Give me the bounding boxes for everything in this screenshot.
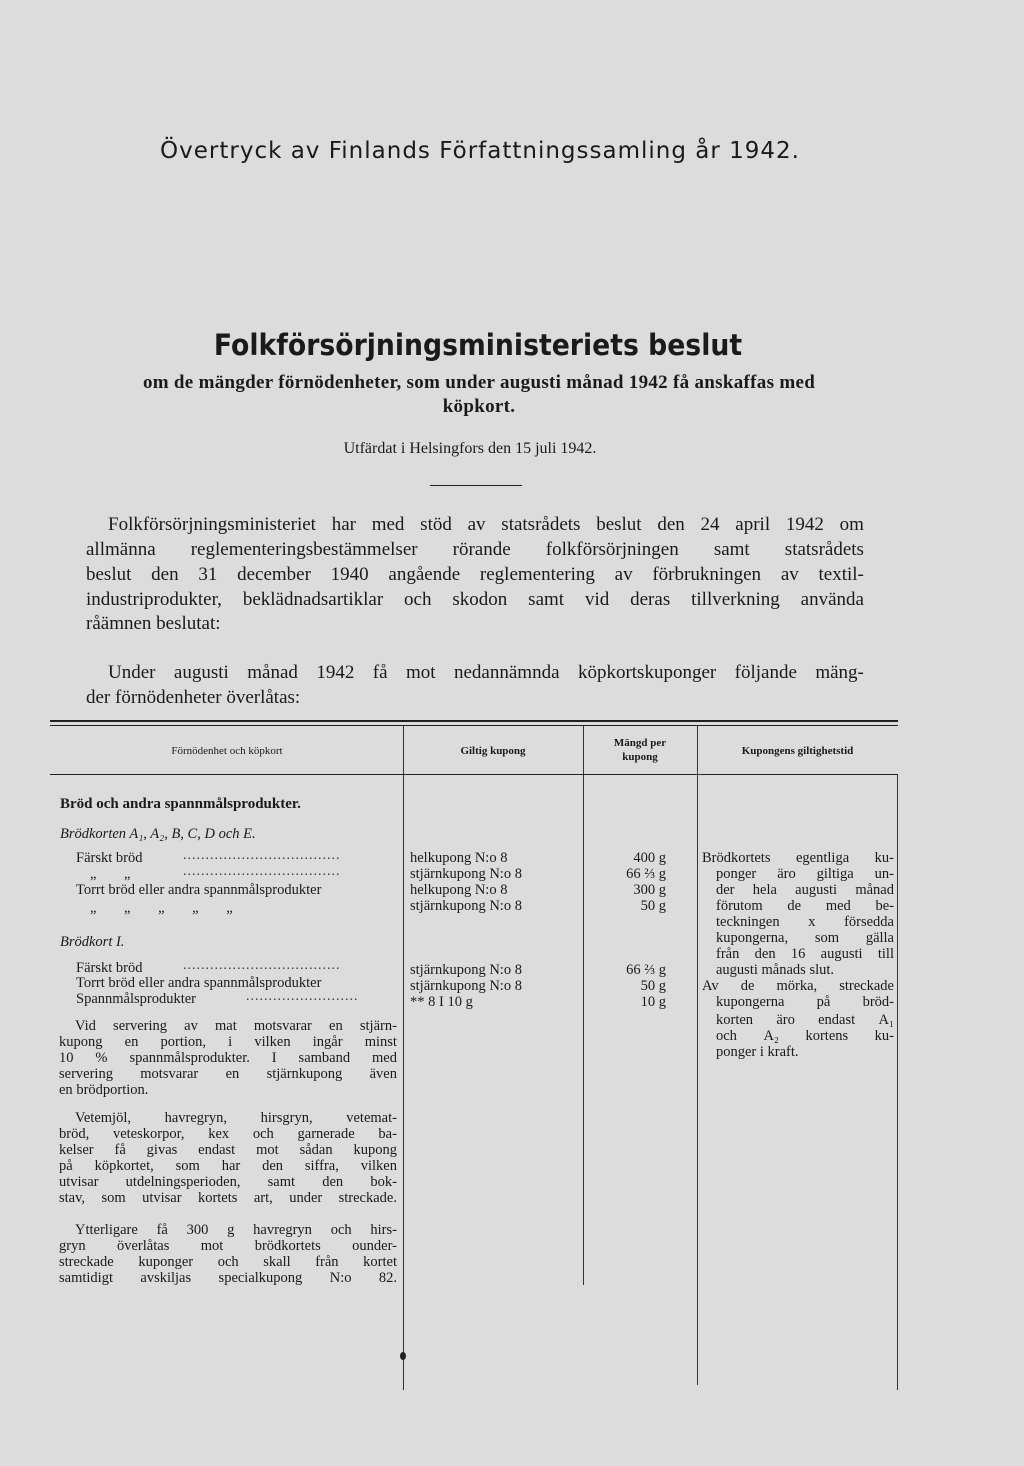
word: förutom — [716, 898, 763, 914]
word: den — [657, 514, 685, 535]
word: avskiljas — [140, 1270, 192, 1286]
word: hela — [752, 882, 777, 898]
word: den — [262, 1158, 284, 1174]
word: 1940 — [330, 564, 369, 585]
issued-date: Utfärdat i Helsingfors den 15 juli 1942. — [343, 440, 597, 457]
leader-dots: ......................... — [246, 989, 359, 1004]
note-line — [59, 1158, 397, 1174]
item-label: Torrt bröd eller andra spannmålsprodukter — [76, 882, 322, 898]
word: ingår — [312, 1034, 343, 1050]
word: A₁ — [878, 1012, 894, 1028]
word: motsvarar — [140, 1066, 199, 1082]
validity-line — [716, 962, 894, 978]
word: ba- — [378, 1126, 397, 1142]
word: vid — [584, 589, 610, 610]
word: den — [754, 946, 776, 962]
validity-line — [716, 866, 894, 882]
word: motsvarar — [253, 1018, 312, 1034]
word: textil- — [818, 564, 864, 585]
word: stöd — [420, 514, 452, 535]
validity-line — [716, 946, 894, 962]
word: beslutat: — [156, 613, 221, 634]
validity-line — [716, 994, 894, 1010]
word: Brödkortets — [702, 850, 771, 866]
word: augusti — [173, 662, 229, 683]
word: Under — [108, 662, 156, 683]
word: augusti — [716, 962, 762, 978]
word: på — [59, 1158, 73, 1174]
header-validity: Kupongens giltighetstid — [741, 745, 854, 757]
amount-cell: 50 g — [640, 978, 666, 994]
word: har — [221, 1158, 241, 1174]
word: av — [184, 1018, 198, 1034]
word: beslut — [596, 514, 642, 535]
word: skall — [263, 1254, 291, 1270]
word: ku- — [874, 850, 894, 866]
item-label: Färskt bröd — [76, 850, 143, 866]
note-line — [59, 1034, 397, 1050]
item-label: Torrt bröd eller andra spannmålsprodukter — [76, 975, 322, 991]
word: beslut — [86, 564, 132, 585]
word: kortet — [363, 1254, 397, 1270]
word: Vid — [75, 1018, 96, 1034]
word: servering — [113, 1018, 167, 1034]
word: statsrådets — [784, 539, 864, 560]
validity-line — [716, 1044, 894, 1060]
word: som — [101, 1190, 126, 1206]
word: april — [735, 514, 771, 535]
word: bok- — [370, 1174, 397, 1190]
word: augusti — [820, 946, 863, 962]
word: av — [780, 564, 799, 585]
word: i — [759, 1044, 768, 1060]
word: 24 — [700, 514, 720, 535]
word: 10 — [59, 1050, 74, 1066]
word: äro — [776, 1012, 795, 1028]
validity-line — [716, 898, 894, 914]
item-label: Spannmålsprodukter — [76, 991, 197, 1007]
word: från — [315, 1254, 339, 1270]
word: hirs- — [370, 1222, 397, 1238]
word: statsrådets — [501, 514, 581, 535]
header-commodity: Förnödenhet och köpkort — [171, 745, 283, 757]
word: under — [289, 1190, 323, 1206]
word: och — [330, 1222, 352, 1238]
note-line — [59, 1050, 397, 1066]
amount-cell: 66 ⅔ g — [626, 962, 666, 978]
word: och — [217, 1254, 239, 1270]
note-line — [59, 1142, 397, 1158]
preamble-line — [86, 611, 864, 636]
word: streckade. — [338, 1190, 397, 1206]
word: en — [329, 1018, 343, 1034]
note-line — [59, 1238, 397, 1254]
word: slut. — [809, 962, 835, 978]
word: allmänna — [86, 539, 156, 560]
word: stjärn- — [359, 1018, 397, 1034]
word: som — [175, 1158, 200, 1174]
preamble-line — [86, 562, 864, 587]
word: få — [114, 1142, 126, 1158]
word: minst — [364, 1034, 397, 1050]
column-divider — [403, 775, 404, 1390]
note-line — [59, 1126, 397, 1142]
word: industriprodukter, — [86, 589, 222, 610]
note-line — [59, 1190, 397, 1206]
coupon-cell: helkupong N:o 8 — [410, 882, 508, 898]
word: % — [95, 1050, 108, 1066]
word: råämnen — [86, 613, 157, 634]
word: veteskorpor, — [112, 1126, 185, 1142]
word: nedannämnda — [453, 662, 560, 683]
word: med — [825, 898, 851, 914]
word: de — [787, 898, 802, 914]
word: teckningen — [716, 914, 780, 930]
word: samt — [528, 589, 565, 610]
word: beklädnadsartiklar — [242, 589, 384, 610]
word: ku- — [874, 1028, 894, 1044]
word: utdelningsperioden, — [125, 1174, 241, 1190]
word: köpkortet, — [94, 1158, 154, 1174]
column-divider — [583, 775, 584, 1285]
note-line — [75, 1018, 397, 1034]
word: kuponger — [138, 1254, 194, 1270]
preamble-line — [108, 512, 864, 537]
word: kupongerna — [716, 994, 785, 1010]
preamble-line — [86, 587, 864, 612]
word: garnerade — [297, 1126, 355, 1142]
word: x — [808, 914, 816, 930]
item-label: „ „ „ „ „ — [90, 900, 233, 916]
intro-line — [108, 660, 864, 685]
word: I — [271, 1050, 277, 1066]
word: mörka, — [776, 978, 818, 994]
word: överlåtas: — [226, 687, 301, 708]
validity-line — [702, 978, 894, 994]
word: har — [331, 514, 356, 535]
intro-line — [86, 685, 864, 710]
word: mot — [405, 662, 436, 683]
word: använda — [800, 589, 864, 610]
word: mot — [256, 1142, 279, 1158]
word: spannmålsprodukter. — [129, 1050, 250, 1066]
word: följande — [734, 662, 797, 683]
word: ponger — [716, 1044, 760, 1060]
amount-cell: 50 g — [640, 898, 666, 914]
word: specialkupong — [218, 1270, 303, 1286]
word: der — [716, 882, 735, 898]
word: kupongerna, — [716, 930, 789, 946]
word: portion, — [160, 1034, 207, 1050]
word: tillverkning — [691, 589, 780, 610]
leader-dots: ................................... — [183, 958, 341, 973]
word: streckade — [59, 1254, 114, 1270]
word: be- — [875, 898, 894, 914]
section-title: Bröd och andra spannmålsprodukter. — [60, 796, 301, 812]
word: deras — [630, 589, 671, 610]
word: om — [839, 514, 864, 535]
word: och — [716, 1028, 737, 1044]
word: N:o — [329, 1270, 352, 1286]
word: endast — [198, 1142, 236, 1158]
column-divider — [697, 775, 698, 1385]
word: streckade — [839, 978, 894, 994]
coupon-cell: ** 8 I 10 g — [410, 994, 473, 1010]
table-header-rule — [50, 774, 898, 775]
word: rörande — [452, 539, 511, 560]
word: kupong — [59, 1034, 103, 1050]
validity-line — [716, 914, 894, 930]
word: Folkförsörjningsministeriet — [108, 514, 316, 535]
word: av — [614, 564, 633, 585]
word: stjärnkupong — [266, 1066, 343, 1082]
divider — [430, 485, 522, 486]
word: utvisar — [59, 1174, 99, 1190]
word: samband — [298, 1050, 351, 1066]
coupon-cell: stjärnkupong N:o 8 — [410, 866, 522, 882]
validity-line — [716, 1028, 894, 1044]
word: kraft. — [767, 1044, 799, 1060]
word: skodon — [452, 589, 508, 610]
note-line — [59, 1270, 397, 1286]
leader-dots: ................................... — [183, 848, 341, 863]
word: köpkortskuponger — [577, 662, 717, 683]
word: mot — [200, 1238, 224, 1254]
preamble-line — [86, 537, 864, 562]
word: sådan — [299, 1142, 333, 1158]
note-line — [75, 1110, 397, 1126]
word: förnödenheter — [115, 687, 227, 708]
word: ponger — [716, 866, 757, 882]
word: den — [151, 564, 179, 585]
word: korten — [716, 1012, 754, 1028]
word: av — [467, 514, 486, 535]
word: mäng- — [815, 662, 864, 683]
table-top-rule — [50, 720, 898, 722]
word: reglementeringsbestämmelser — [190, 539, 418, 560]
table-top-rule-inner — [50, 725, 898, 726]
coupon-cell: stjärnkupong N:o 8 — [410, 898, 522, 914]
word: kortens — [805, 1028, 849, 1044]
word: g — [227, 1222, 235, 1238]
overprint-heading: Övertryck av Finlands Författningssamling år 1942. — [160, 138, 800, 164]
word: giltiga — [816, 866, 854, 882]
word: siffra, — [304, 1158, 339, 1174]
group-title-breadcards: Brödkorten A₁, A₂, B, C, D och E. — [60, 826, 256, 842]
word: stav, — [59, 1190, 86, 1206]
validity-line — [702, 850, 894, 866]
word: der — [86, 687, 116, 708]
word: december — [237, 564, 311, 585]
word: från — [716, 946, 740, 962]
header-amount: Mängd per kupong — [613, 737, 667, 763]
word: månads — [761, 962, 810, 978]
note-line — [59, 1082, 397, 1098]
word: servering — [59, 1066, 113, 1082]
word: ounder- — [352, 1238, 397, 1254]
validity-line — [716, 930, 894, 946]
word: givas — [146, 1142, 178, 1158]
word: en — [59, 1082, 77, 1098]
word: månad — [855, 882, 894, 898]
word: 82. — [378, 1270, 397, 1286]
word: 31 — [198, 564, 218, 585]
word: bröd- — [862, 994, 894, 1010]
word: Vetemjöl, — [75, 1110, 131, 1126]
word: vilken — [360, 1158, 397, 1174]
word: förbrukningen — [652, 564, 762, 585]
word: art, — [253, 1190, 273, 1206]
word: hirsgryn, — [260, 1110, 313, 1126]
word: och — [404, 589, 432, 610]
word: brödkortets — [254, 1238, 321, 1254]
word: brödportion. — [76, 1082, 149, 1098]
word: en — [225, 1066, 240, 1082]
note-line — [59, 1174, 397, 1190]
word: och — [252, 1126, 274, 1142]
word: kex — [208, 1126, 230, 1142]
word: augusti — [795, 882, 838, 898]
amount-cell: 400 g — [633, 850, 666, 866]
decision-title: Folkförsörjningsministeriets beslut — [213, 328, 743, 362]
word: gälla — [865, 930, 894, 946]
word: kelser — [59, 1142, 94, 1158]
word: på — [816, 994, 831, 1010]
coupon-cell: stjärnkupong N:o 8 — [410, 978, 522, 994]
item-label: Färskt bröd — [76, 960, 143, 976]
word: med — [371, 514, 405, 535]
word: överlåtas — [117, 1238, 170, 1254]
word: samtidigt — [59, 1270, 113, 1286]
word: de — [740, 978, 755, 994]
decision-subtitle-line2: köpkort. — [442, 396, 516, 417]
header-coupon: Giltig kupong — [460, 745, 526, 757]
note-line — [59, 1066, 397, 1082]
word: den — [322, 1174, 344, 1190]
word: bröd, — [59, 1126, 90, 1142]
word: gryn — [59, 1238, 86, 1254]
word: 300 — [186, 1222, 209, 1238]
word: vetemat- — [346, 1110, 397, 1126]
word: en — [124, 1034, 139, 1050]
coupon-cell: helkupong N:o 8 — [410, 850, 508, 866]
word: utvisar — [142, 1190, 182, 1206]
word: få — [372, 662, 388, 683]
word: un- — [874, 866, 894, 882]
decision-subtitle-line1: om de mängder förnödenheter, som under augusti månad 1942 få anskaffas med — [142, 372, 816, 393]
word: försedda — [844, 914, 894, 930]
note-line — [59, 1254, 397, 1270]
word: samt — [267, 1174, 296, 1190]
word: till — [877, 946, 894, 962]
word: månad — [247, 662, 298, 683]
word: kortets — [197, 1190, 238, 1206]
word: samt — [713, 539, 750, 560]
word: mat — [215, 1018, 237, 1034]
leader-dots: ................................... — [183, 864, 341, 879]
amount-cell: 10 g — [640, 994, 666, 1010]
word: kupong — [353, 1142, 397, 1158]
word: vilken — [254, 1034, 291, 1050]
amount-cell: 300 g — [633, 882, 666, 898]
word: havregryn, — [164, 1110, 228, 1126]
table-right-edge — [897, 775, 898, 1390]
ink-dot — [400, 1352, 406, 1360]
word: havregryn — [253, 1222, 312, 1238]
amount-cell: 66 ⅔ g — [626, 866, 666, 882]
item-label: „ „ — [90, 866, 131, 882]
word: angående — [388, 564, 461, 585]
word: egentliga — [795, 850, 850, 866]
word: A₂ — [763, 1028, 779, 1044]
word: reglementering — [479, 564, 595, 585]
word: äro — [777, 866, 796, 882]
note-line — [75, 1222, 397, 1238]
word: med — [372, 1050, 397, 1066]
word: endast — [818, 1012, 856, 1028]
coupon-cell: stjärnkupong N:o 8 — [410, 962, 522, 978]
word: som — [814, 930, 840, 946]
word: 16 — [790, 946, 806, 962]
word: få — [156, 1222, 168, 1238]
word: i — [228, 1034, 233, 1050]
word: folkförsörjningen — [545, 539, 679, 560]
word: Ytterligare — [75, 1222, 138, 1238]
word: 1942 — [316, 662, 355, 683]
word: Av — [702, 978, 719, 994]
validity-line — [716, 1012, 894, 1028]
word: även — [369, 1066, 397, 1082]
word: 1942 — [785, 514, 824, 535]
validity-line — [716, 882, 894, 898]
group-title-breadcard-i: Brödkort I. — [60, 934, 125, 950]
